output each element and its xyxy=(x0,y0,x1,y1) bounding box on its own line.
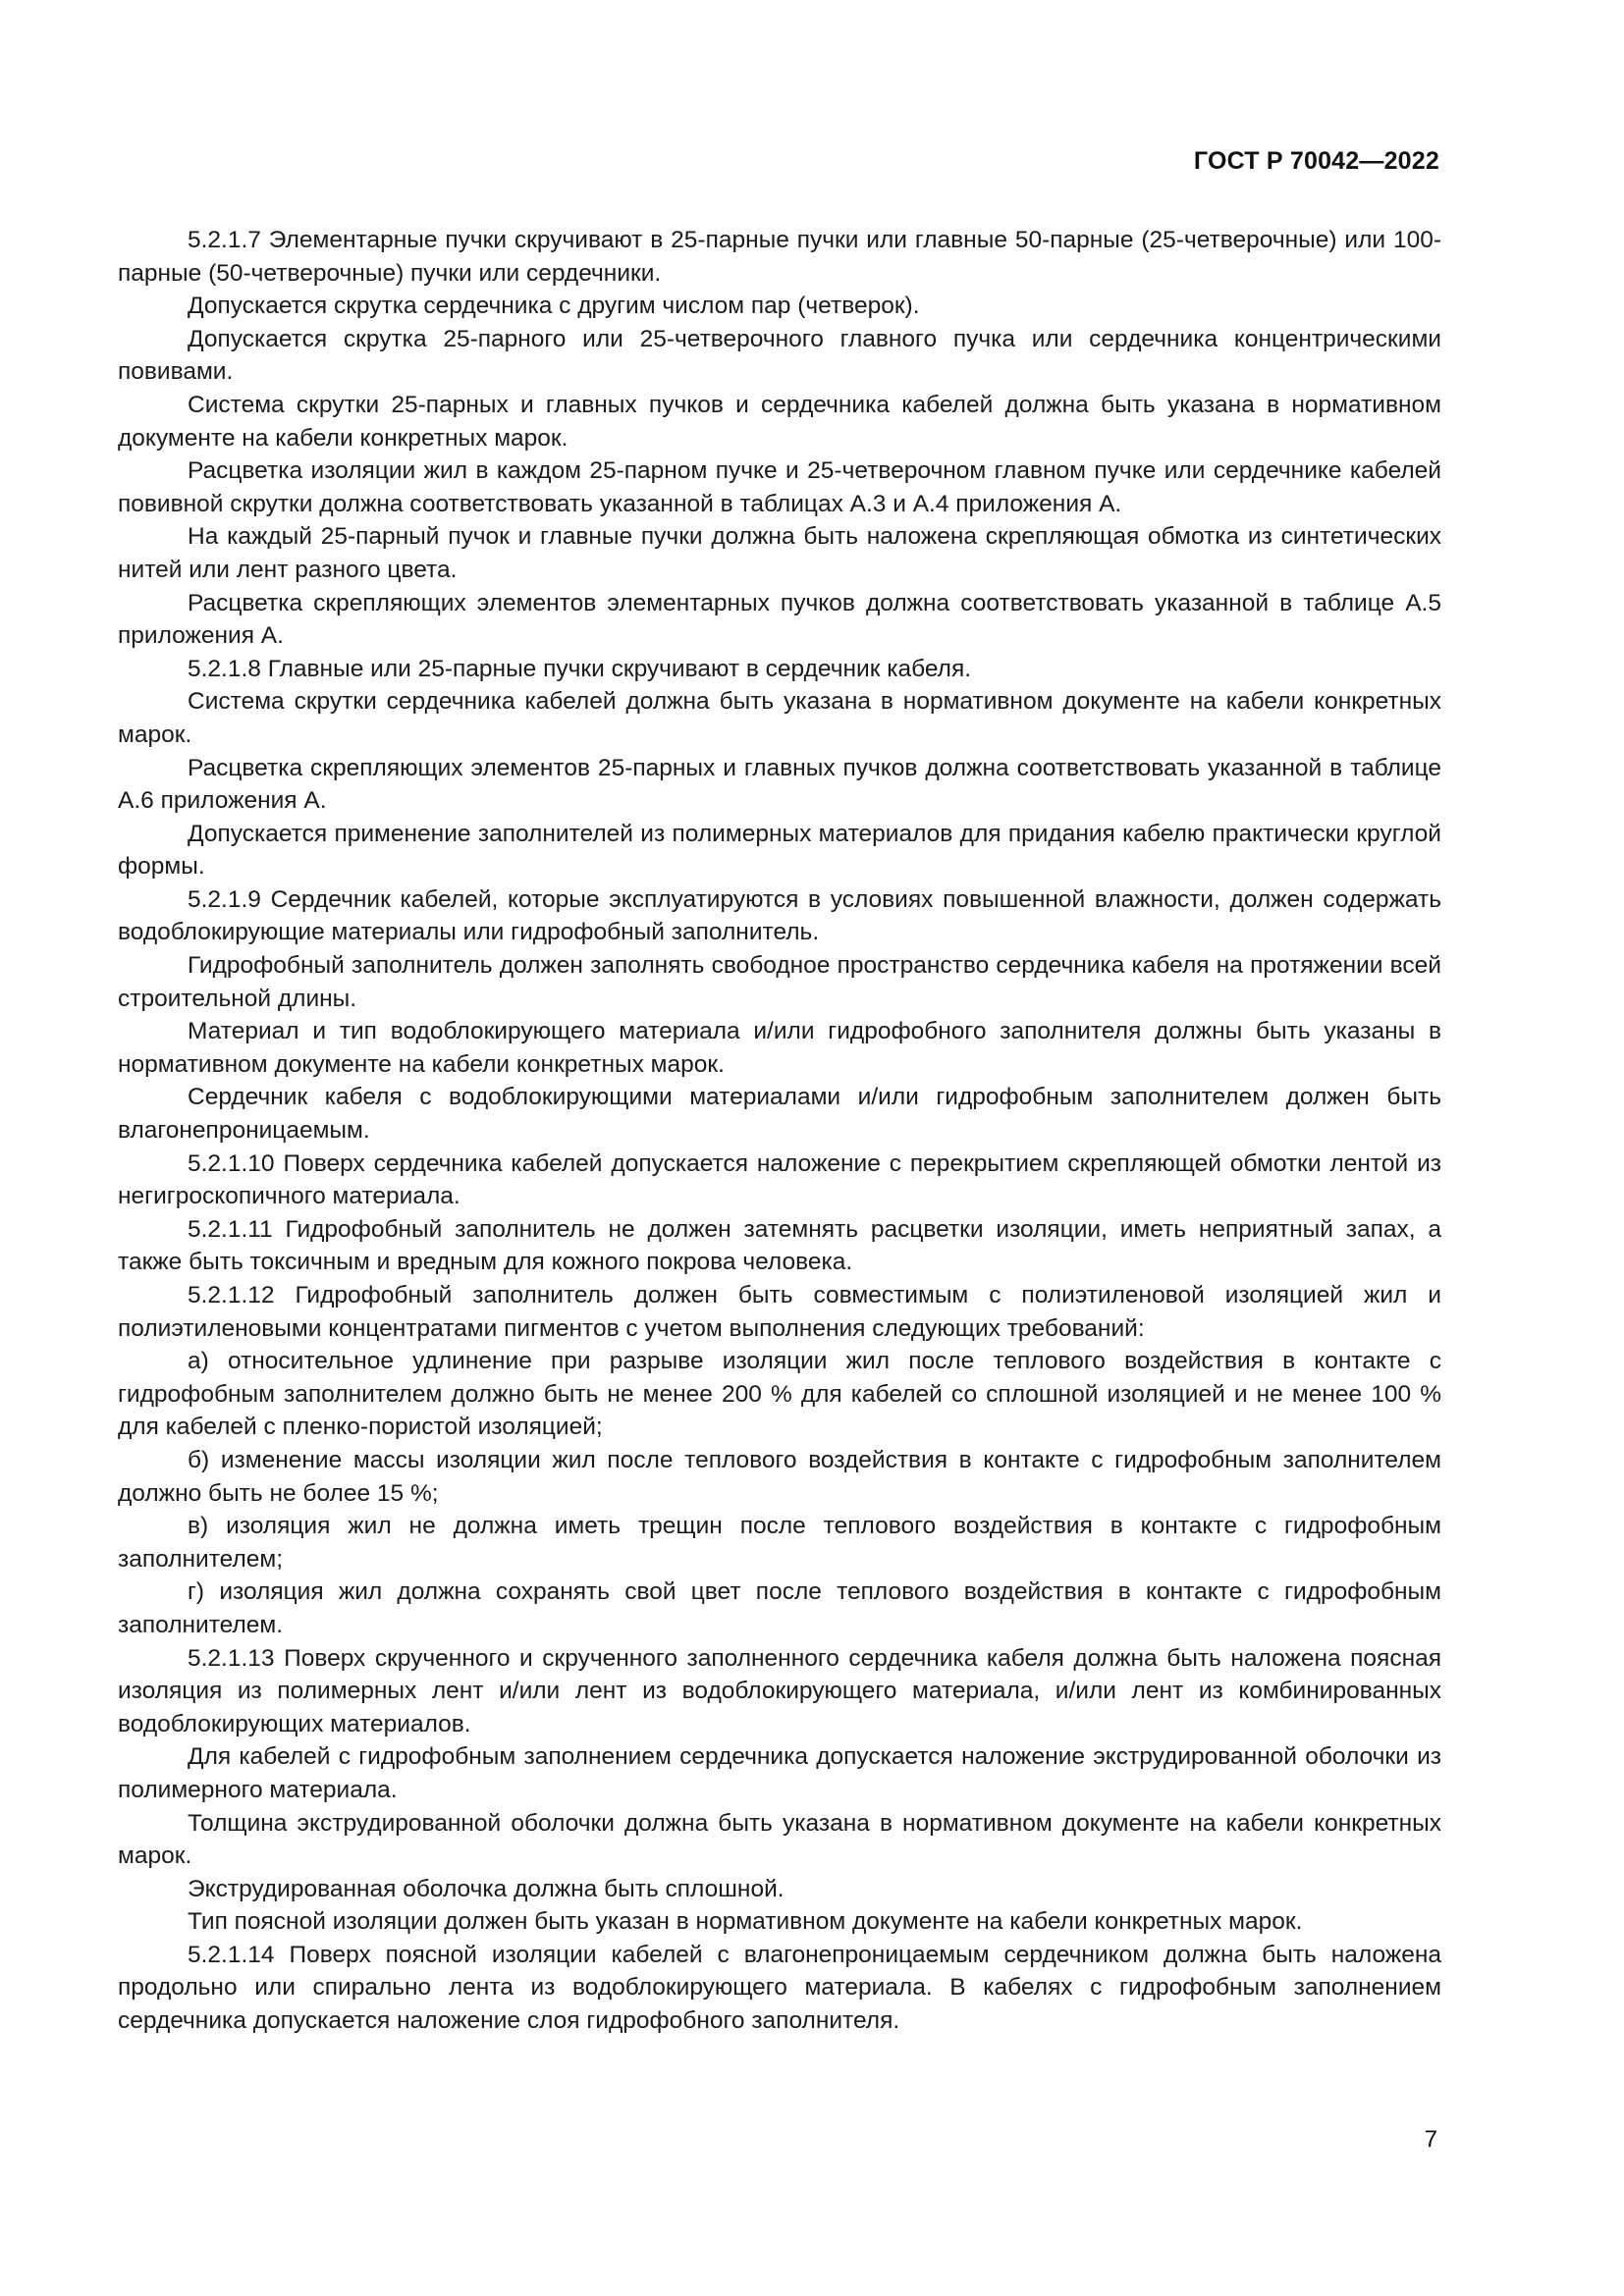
paragraph: Расцветка скрепляющих элементов 25-парных и главных пучков должна соответствовать указанной в таблице А.6 приложения А. xyxy=(118,754,1441,815)
paragraph: Система скрутки 25-парных и главных пучков и сердечника кабелей должна быть указана в нормативном документе на кабели конкретных марок. xyxy=(118,391,1441,452)
paragraph: Толщина экструдированной оболочки должна быть указана в нормативном документе на кабели конкретных марок. xyxy=(118,1809,1441,1870)
paragraph: 5.2.1.13 Поверх скрученного и скрученного заполненного сердечника кабеля должна быть наложена поясная изоляция из полимерных лент и/или лент из водоблокирующего материала, и/или лент из комбинированных водоблокирующих материалов. xyxy=(118,1644,1441,1737)
paragraph: Расцветка изоляции жил в каждом 25-парном пучке и 25-четверочном главном пучке или сердечнике кабелей повивной скрутки должна соответствовать указанной в таблицах А.3 и А.4 приложения А. xyxy=(118,457,1441,517)
paragraph: Расцветка скрепляющих элементов элементарных пучков должна соответствовать указанной в таблице А.5 приложения А. xyxy=(118,589,1441,650)
paragraph: 5.2.1.12 Гидрофобный заполнитель должен быть совместимым с полиэтиленовой изоляцией жил и полиэтиленовыми концентратами пигментов с учетом выполнения следующих требований: xyxy=(118,1282,1441,1342)
list-item: в) изоляция жил не должна иметь трещин после теплового воздействия в контакте с гидрофобным заполнителем; xyxy=(118,1513,1441,1573)
page-number: 7 xyxy=(1424,2126,1437,2153)
paragraph: 5.2.1.11 Гидрофобный заполнитель не должен затемнять расцветки изоляции, иметь неприятный запах, а также быть токсичным и вредным для кожного покрова человека. xyxy=(118,1215,1441,1276)
list-item: б) изменение массы изоляции жил после теплового воздействия в контакте с гидрофобным заполнителем должно быть не более 15 %; xyxy=(118,1446,1441,1507)
paragraph: Допускается скрутка сердечника с другим числом пар (четверок). xyxy=(188,293,920,320)
paragraph: 5.2.1.7 Элементарные пучки скручивают в 25-парные пучки или главные 50-парные (25-четверочные) или 100-парные (50-четверочные) пучки или сердечники. xyxy=(118,227,1441,287)
paragraph: Система скрутки сердечника кабелей должна быть указана в нормативном документе на кабели конкретных марок. xyxy=(118,688,1441,748)
paragraph: 5.2.1.8 Главные или 25-парные пучки скручивают в сердечник кабеля. xyxy=(188,655,972,682)
paragraph: Допускается скрутка 25-парного или 25-четверочного главного пучка или сердечника концентрическими повивами. xyxy=(118,325,1441,386)
paragraph: 5.2.1.10 Поверх сердечника кабелей допускается наложение с перекрытием скрепляющей обмотки лентой из негигроскопичного материала. xyxy=(118,1149,1441,1210)
paragraph: 5.2.1.14 Поверх поясной изоляции кабелей с влагонепроницаемым сердечником должна быть наложена продольно или спирально лента из водоблокирующего материала. В кабелях с гидрофобным заполнением сердечника допускается наложение слоя гидрофобного заполнителя. xyxy=(118,1941,1441,2035)
list-item: г) изоляция жил должна сохранять свой цвет после теплового воздействия в контакте с гидрофобным заполнителем. xyxy=(118,1578,1441,1638)
paragraph: Тип поясной изоляции должен быть указан в нормативном документе на кабели конкретных марок. xyxy=(188,1908,1303,1936)
paragraph: Гидрофобный заполнитель должен заполнять свободное пространство сердечника кабеля на протяжении всей строительной длины. xyxy=(118,952,1441,1012)
paragraph: Материал и тип водоблокирующего материала и/или гидрофобного заполнителя должны быть указаны в нормативном документе на кабели конкретных марок. xyxy=(118,1018,1441,1078)
paragraph: Сердечник кабеля с водоблокирующими материалами и/или гидрофобным заполнителем должен быть влагонепроницаемым. xyxy=(118,1084,1441,1145)
paragraph: Для кабелей с гидрофобным заполнением сердечника допускается наложение экструдированной оболочки из полимерного материала. xyxy=(118,1743,1441,1803)
paragraph: На каждый 25-парный пучок и главные пучки должна быть наложена скрепляющая обмотка из синтетических нитей или лент разного цвета. xyxy=(118,523,1441,583)
list-item: а) относительное удлинение при разрыве изоляции жил после теплового воздействия в контакте с гидрофобным заполнителем должно быть не менее 200 % для кабелей со сплошной изоляцией и не менее 100 % для кабелей с пленко-пористой изоляцией; xyxy=(118,1348,1441,1441)
document-body xyxy=(118,224,1441,2038)
paragraph: 5.2.1.9 Сердечник кабелей, которые эксплуатируются в условиях повышенной влажности, должен содержать водоблокирующие материалы или гидрофобный заполнитель. xyxy=(118,885,1441,946)
paragraph: Допускается применение заполнителей из полимерных материалов для придания кабелю практически круглой формы. xyxy=(118,820,1441,881)
standard-designation: ГОСТ Р 70042—2022 xyxy=(1193,147,1439,175)
paragraph: Экструдированная оболочка должна быть сплошной. xyxy=(188,1875,785,1902)
